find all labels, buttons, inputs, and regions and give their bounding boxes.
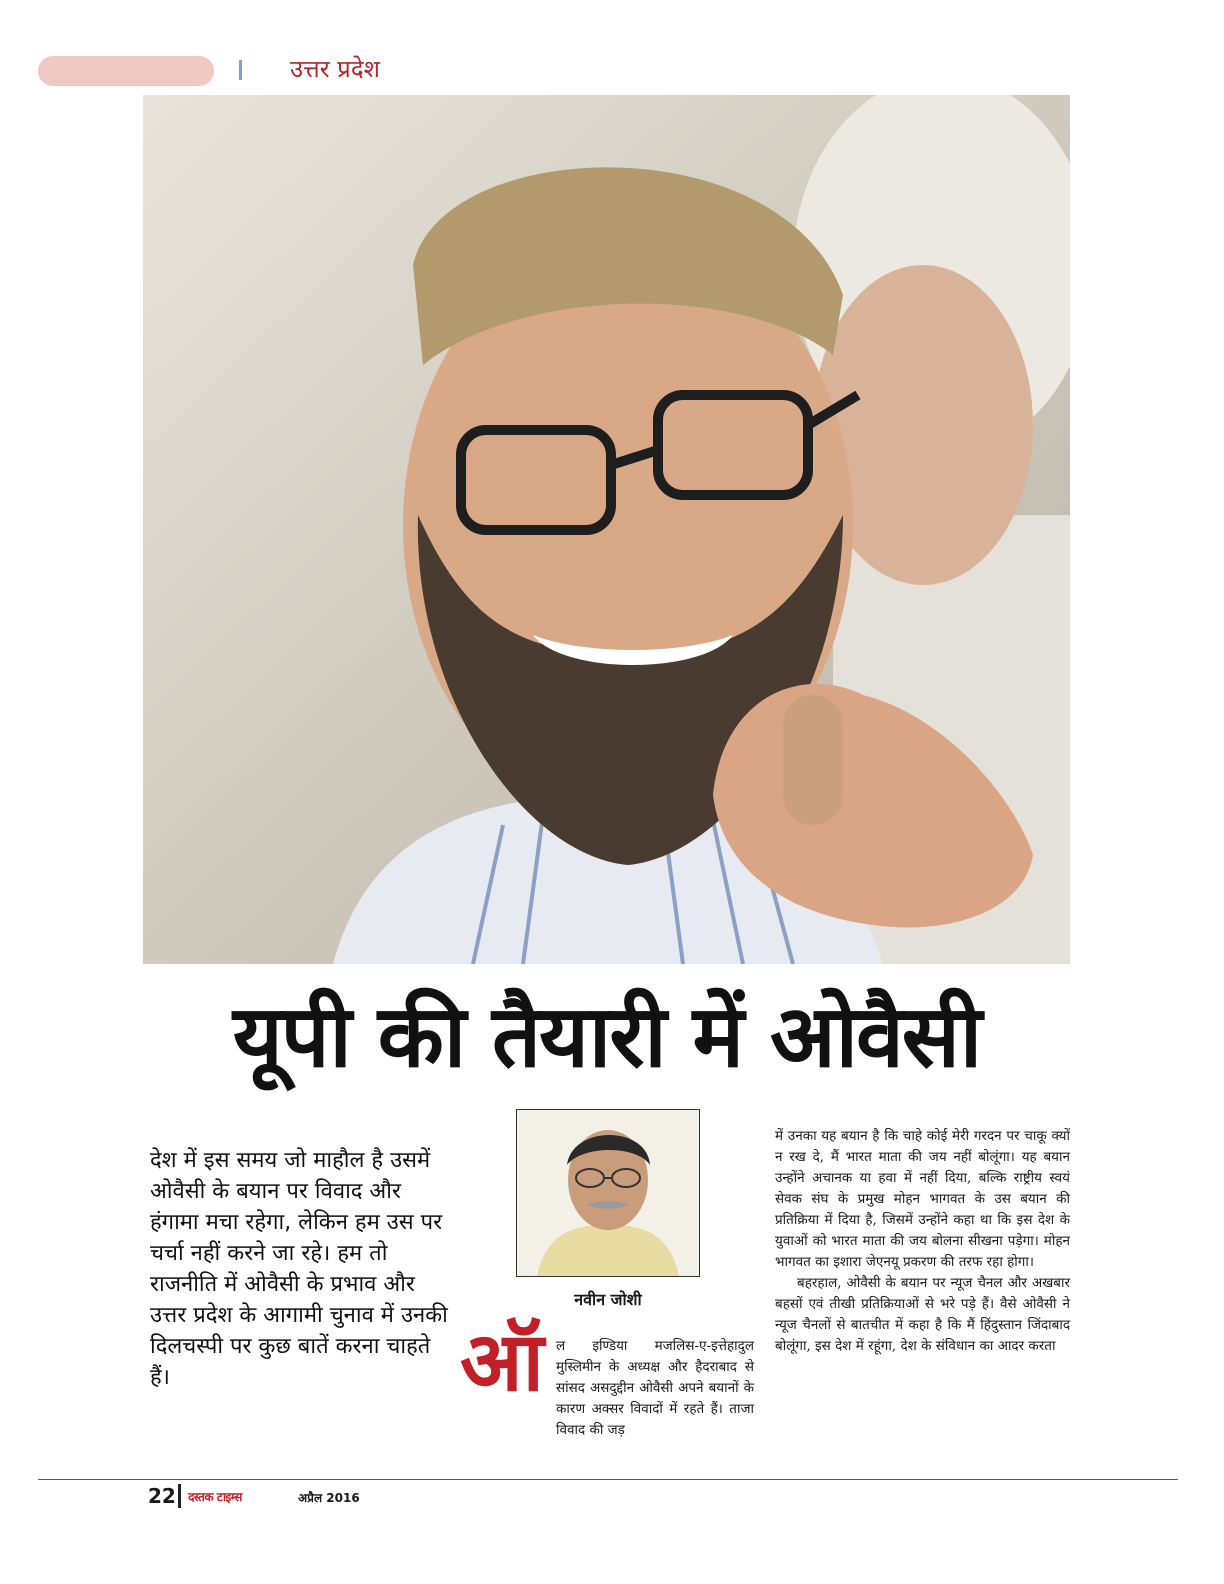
body-paragraph: बहरहाल, ओवैसी के बयान पर न्यूज चैनल और अखबार बहसों एवं तीखी प्रतिक्रियाओं से भरे पड़े हैं। वैसे ओवैसी ने न्यूज चैनलों से बातचीत में कहा है कि मैं हिंदुस्तान जिंदाबाद बोलूंगा, इस देश में रहूंगा, देश के संविधान का आदर करता — [775, 1275, 1070, 1354]
person-pointing-photo-icon — [143, 95, 1070, 964]
issue-date: अप्रैल 2016 — [298, 1491, 360, 1505]
header-separator — [239, 60, 242, 80]
footer-separator — [178, 1484, 181, 1508]
footer-rule — [38, 1479, 1178, 1480]
publication-brand: दस्तक टाइम्स — [188, 1490, 242, 1504]
drop-cap: ऑ — [460, 1315, 544, 1410]
main-photo — [143, 95, 1070, 964]
header-pill — [38, 56, 214, 86]
intro-text: देश में इस समय जो माहौल है उसमें ओवैसी के बयान पर विवाद और हंगामा मचा रहेगा, लेकिन हम उस पर चर्चा नहीं करने जा रहे। हम तो राजनीति में ओवैसी के प्रभाव और उत्तर प्रदेश के आगामी चुनाव में उनकी दिलचस्पी पर कुछ बातें करना चाहते हैं। — [150, 1148, 448, 1390]
author-portrait-icon — [517, 1110, 699, 1276]
headline: यूपी की तैयारी में ओवैसी — [232, 987, 981, 1087]
author-photo — [516, 1109, 700, 1277]
body-paragraph: में उनका यह बयान है कि चाहे कोई मेरी गरदन पर चाकू क्यों न रख दे, मैं भारत माता की जय नहीं बोलूंगा। यह बयान उन्होंने अचानक या हवा में नहीं दिया, बल्कि राष्ट्रीय स्वयं सेवक संघ के प्रमुख मोहन भागवत के उस बयान की प्रतिक्रिया में दिया है, जिसमें उन्होंने कहा था कि इस देश के युवाओं को भारत माता की जय बोलना सीखना पड़ेगा। मोहन भागवत का इशारा जेएनयू प्रकरण की तरफ रहा होगा। — [775, 1128, 1070, 1270]
section-title: उत्तर प्रदेश — [290, 55, 380, 83]
body-column-2: ल इण्डिया मजलिस-ए-इत्तेहादुल मुस्लिमीन के अध्यक्ष और हैदराबाद से सांसद असदुद्दीन ओवैसी अपने बयानों के कारण अक्सर विवादों में रहते हैं। ताजा विवाद की जड़ — [556, 1338, 754, 1438]
body-column-3 — [775, 1126, 1070, 1357]
author-name: नवीन जोशी — [574, 1290, 642, 1309]
page-number: 22 — [148, 1484, 176, 1508]
